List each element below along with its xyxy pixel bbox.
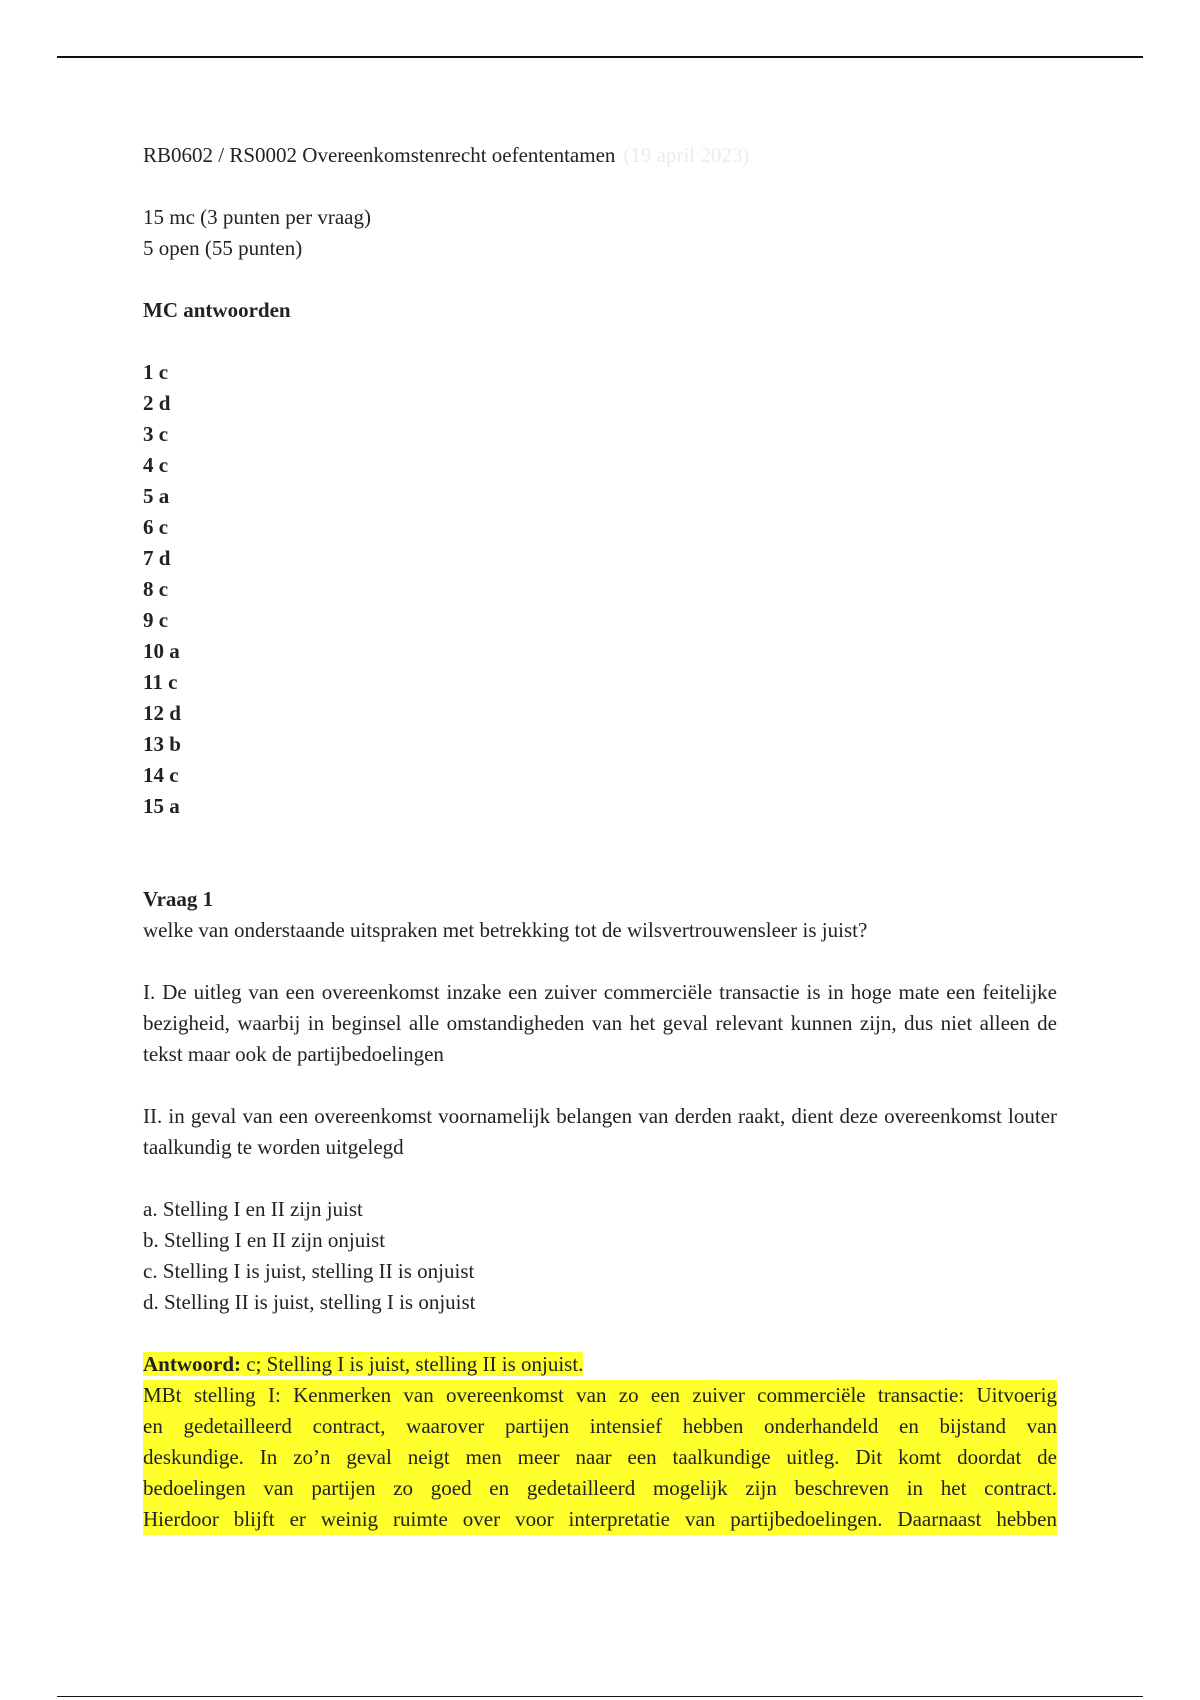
mc-answer: 14 c	[143, 763, 179, 787]
document-title	[143, 140, 1057, 171]
bottom-rule	[57, 1696, 1143, 1697]
explanation-line: MBt stelling I: Kenmerken van overeenkomst van zo een zuiver commerciële transactie: Uitvoerig	[143, 1380, 1057, 1411]
mc-answer: 4 c	[143, 453, 169, 477]
answer-line	[143, 1349, 1057, 1380]
mc-answer: 11 c	[143, 670, 178, 694]
answer-explanation	[143, 1380, 1057, 1535]
explanation-line: bedoelingen van partijen zo goed en gedetailleerd mogelijk zijn beschreven in het contract.	[143, 1473, 1057, 1504]
option-d: d. Stelling II is juist, stelling I is onjuist	[143, 1290, 476, 1314]
mc-answer: 2 d	[143, 391, 171, 415]
mc-answer: 7 d	[143, 546, 171, 570]
mc-answer: 13 b	[143, 732, 181, 756]
mc-points-line: 15 mc (3 punten per vraag)	[143, 205, 371, 229]
document-body	[143, 140, 1057, 1535]
explanation-line: Hierdoor blijft er weinig ruimte over voor interpretatie van partijbedoelingen. Daarnaast hebben	[143, 1504, 1057, 1535]
mc-answer: 5 a	[143, 484, 170, 508]
mc-heading: MC antwoorden	[143, 298, 291, 322]
question-1-heading: Vraag 1	[143, 887, 214, 911]
option-b: b. Stelling I en II zijn onjuist	[143, 1228, 386, 1252]
mc-answer: 8 c	[143, 577, 169, 601]
mc-answer: 12 d	[143, 701, 181, 725]
mc-answer: 1 c	[143, 360, 169, 384]
answer-text: c; Stelling I is juist, stelling II is onjuist.	[241, 1352, 584, 1376]
option-a: a. Stelling I en II zijn juist	[143, 1197, 363, 1221]
option-c: c. Stelling I is juist, stelling II is onjuist	[143, 1259, 475, 1283]
open-points-line: 5 open (55 punten)	[143, 236, 303, 260]
mc-answer: 10 a	[143, 639, 180, 663]
statement-1: I. De uitleg van een overeenkomst inzake een zuiver commerciële transactie is in hoge mate een feitelijke bezigheid, waarbij in beginsel alle omstandigheden van het geval relevant kunnen zijn, dus niet alleen de tekst maar ook de partijbedoelingen	[143, 980, 1057, 1066]
mc-answer: 6 c	[143, 515, 169, 539]
title-text: RB0602 / RS0002 Overeenkomstenrecht oefententamen	[143, 143, 616, 167]
question-1-prompt: welke van onderstaande uitspraken met betrekking tot de wilsvertrouwensleer is juist?	[143, 918, 868, 942]
answer-label: Antwoord:	[143, 1352, 241, 1376]
mc-answer-list	[143, 357, 1057, 822]
statement-2: II. in geval van een overeenkomst voornamelijk belangen van derden raakt, dient deze overeenkomst louter taalkundig te worden uitgelegd	[143, 1104, 1057, 1159]
top-rule	[57, 56, 1143, 58]
explanation-line: deskundige. In zo’n geval neigt men meer naar een taalkundige uitleg. Dit komt doordat de	[143, 1442, 1057, 1473]
mc-answer: 3 c	[143, 422, 169, 446]
explanation-line: en gedetailleerd contract, waarover partijen intensief hebben onderhandeld en bijstand van	[143, 1411, 1057, 1442]
mc-answer: 15 a	[143, 794, 180, 818]
mc-answer: 9 c	[143, 608, 169, 632]
exam-date: (19 april 2023)	[623, 143, 750, 167]
